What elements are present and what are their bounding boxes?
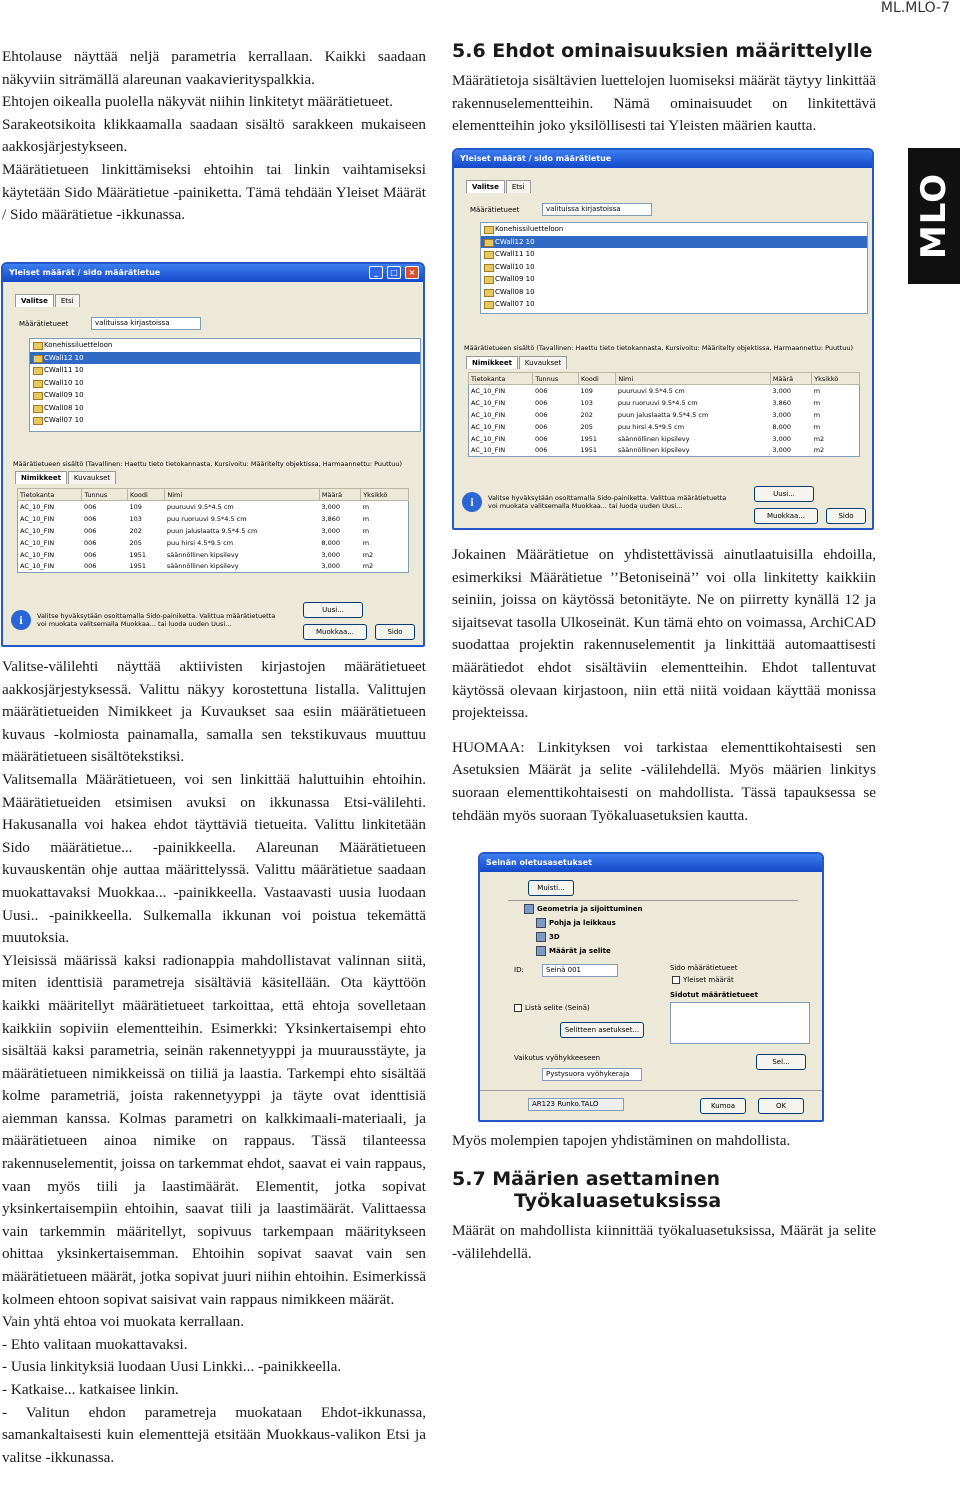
- table-cell: 3,860: [321, 514, 341, 523]
- table-cell: AC_10_FIN: [471, 446, 506, 455]
- library-dropdown[interactable]: valituissa kirjastoissa: [542, 203, 652, 216]
- section-tab: MLO: [908, 148, 960, 284]
- panel-floorplan[interactable]: Pohja ja leikkaus: [549, 919, 616, 927]
- table-cell: 205: [580, 422, 593, 431]
- table-cell: 1951: [129, 562, 147, 571]
- list-item: CWall11 10: [30, 364, 420, 377]
- library-dropdown[interactable]: valituissa kirjastoissa: [91, 317, 201, 330]
- left-top-text: Ehtolause näyttää neljä parametria kerrallaan. Kaikki saadaan näkyviin siträmällä alareunan vaakavierityspalkkia. Ehtojen oikealla puolella näkyvät niihin linkitetyt määrätietueet. Sarakeotsikoita klikkaamalla saadaan sisältö sarakkeen mukaiseen aakkosjärjestykseen. Määrätietueen linkittämiseksi ehtoihin tai linkin vaihtamiseksi käytetään Sido Määrätietue -painiketta. Tämä tehdään Yleiset Määrät / Sido määrätietue -ikkunassa.: [2, 48, 426, 224]
- table-cell: AC_10_FIN: [471, 422, 506, 431]
- table-row[interactable]: [469, 445, 860, 457]
- section-5-6-text: Määrätietoja sisältävien luettelojen luomiseksi määrät täytyy linkittää rakennuselementteihin. Nämä ominaisuudet on linkitettävä elementteihin joko yksilöllisesti tai Yleisten määrien kautta.: [452, 72, 876, 135]
- dialog-sido-maaratietue: [1, 262, 425, 647]
- column-header[interactable]: Määrä: [319, 489, 360, 501]
- table-cell: m: [813, 410, 821, 419]
- new-button[interactable]: Uusi...: [754, 486, 814, 502]
- edit-button[interactable]: Muokkaa...: [754, 508, 818, 524]
- table-cell: 3,000: [321, 550, 341, 559]
- label-tietueet: Määrätietueet: [470, 206, 520, 214]
- table-cell: 1951: [129, 550, 147, 559]
- table-cell: 3,000: [772, 434, 792, 443]
- section-5-7-title: 5.7 Määrien asettaminen Työkaluasetuksissa: [452, 1168, 722, 1212]
- column-header[interactable]: Tietokanta: [18, 489, 82, 501]
- table-cell: 006: [83, 514, 97, 523]
- column-header[interactable]: Määrä: [770, 373, 811, 385]
- tab-etsi[interactable]: Etsi: [55, 294, 80, 307]
- label-link-records: Sido määrätietueet: [670, 964, 738, 972]
- list-item: CWall07 10: [30, 414, 420, 427]
- table-cell: puun jaluslaatta 9.5*4.5 cm: [166, 526, 258, 535]
- table-cell: AC_10_FIN: [471, 434, 506, 443]
- table-cell: 8,000: [321, 538, 341, 547]
- link-button[interactable]: Sido: [375, 624, 415, 640]
- items-table: [17, 488, 409, 573]
- table-row[interactable]: [469, 385, 860, 397]
- description-label: Määrätietueen sisältö (Tavallinen: Haettu tieto tietokannasta, Kursivoitu: Määritelty objektissa, Harmaannettu: Puuttuu): [464, 344, 854, 352]
- table-cell: m2: [813, 434, 825, 443]
- column-header[interactable]: Tietokanta: [469, 373, 533, 385]
- tab-nimikkeet[interactable]: Nimikkeet: [466, 356, 518, 369]
- zone-dropdown[interactable]: Pystysuora vyöhykeraja: [542, 1068, 642, 1081]
- id-field[interactable]: Seinä 001: [542, 964, 618, 977]
- label-settings-button[interactable]: Selitteen asetukset...: [560, 1022, 644, 1038]
- table-cell: 006: [83, 502, 97, 511]
- panel-geometry[interactable]: Geometria ja sijoittuminen: [537, 905, 643, 913]
- dialog-titlebar: Yleiset määrät / sido määrätietue: [454, 150, 872, 168]
- column-header[interactable]: Nimi: [616, 373, 771, 385]
- dialog-titlebar: Seinän oletusasetukset: [480, 854, 822, 872]
- table-cell: 006: [534, 434, 548, 443]
- checkbox-label[interactable]: Listä selite (Seinä): [525, 1004, 590, 1012]
- table-cell: 3,000: [772, 410, 792, 419]
- table-cell: 8,000: [772, 422, 792, 431]
- column-header[interactable]: Nimi: [165, 489, 320, 501]
- list-item: CWall11 10: [481, 248, 867, 261]
- table-cell: säännöllinen kipsilevy: [617, 434, 690, 443]
- table-cell: puuruuvi 9.5*4.5 cm: [166, 502, 234, 511]
- table-cell: säännöllinen kipsilevy: [617, 446, 690, 455]
- table-cell: 205: [129, 538, 142, 547]
- table-cell: AC_10_FIN: [20, 502, 55, 511]
- table-cell: 103: [129, 514, 142, 523]
- linked-records-list[interactable]: [670, 1002, 810, 1044]
- table-cell: puu ruoruuvi 9.5*4.5 cm: [166, 514, 247, 523]
- table-cell: 006: [534, 386, 548, 395]
- list-item: CWall07 10: [481, 298, 867, 311]
- table-cell: puu ruoruuvi 9.5*4.5 cm: [617, 398, 698, 407]
- tab-valitse[interactable]: Valitse: [466, 180, 505, 193]
- list-item: CWall12 10: [481, 236, 867, 249]
- cancel-button[interactable]: Kumoa: [700, 1098, 746, 1114]
- list-item: CWall10 10: [481, 261, 867, 274]
- table-cell: puu hirsi 4.5*9.5 cm: [166, 538, 234, 547]
- checkbox-general[interactable]: Yleiset määrät: [683, 976, 734, 984]
- table-cell: m: [362, 538, 370, 547]
- table-cell: AC_10_FIN: [20, 550, 55, 559]
- table-row[interactable]: [18, 561, 409, 573]
- new-button[interactable]: Uusi...: [303, 602, 363, 618]
- sel-button[interactable]: Sel...: [756, 1054, 806, 1070]
- tab-kuvaukset[interactable]: Kuvaukset: [68, 471, 116, 484]
- tab-etsi[interactable]: Etsi: [506, 180, 531, 193]
- info-icon: i: [462, 492, 482, 512]
- table-cell: m: [362, 502, 370, 511]
- table-cell: 006: [83, 550, 97, 559]
- layer-dropdown[interactable]: AR123 Runko.TALO: [528, 1098, 624, 1111]
- table-cell: 006: [83, 562, 97, 571]
- list-item: CWall08 10: [481, 286, 867, 299]
- caption-combine: Myös molempien tapojen yhdistäminen on mahdollista.: [452, 1132, 791, 1149]
- list-item: CWall08 10: [30, 402, 420, 415]
- label-tietueet: Määrätietueet: [19, 320, 69, 328]
- table-row[interactable]: [469, 409, 860, 421]
- link-button[interactable]: Sido: [826, 508, 866, 524]
- column-header[interactable]: Yksikkö: [812, 373, 860, 385]
- record-list[interactable]: [480, 222, 868, 314]
- list-item: CWall12 10: [30, 352, 420, 365]
- column-header[interactable]: Koodi: [128, 489, 165, 501]
- table-cell: m: [362, 514, 370, 523]
- label-zone: Vaikutus vyöhykkeeseen: [514, 1054, 601, 1062]
- table-row[interactable]: [18, 549, 409, 561]
- list-item: CWall09 10: [481, 273, 867, 286]
- table-cell: m2: [813, 446, 825, 455]
- table-row[interactable]: [469, 433, 860, 445]
- column-header[interactable]: Tunnus: [82, 489, 128, 501]
- list-item: CWall10 10: [30, 377, 420, 390]
- table-cell: m: [813, 422, 821, 431]
- ok-button[interactable]: OK: [758, 1098, 804, 1114]
- table-row[interactable]: [18, 525, 409, 537]
- table-cell: 3,000: [321, 562, 341, 571]
- table-cell: 1951: [580, 446, 598, 455]
- info-icon: i: [11, 610, 31, 630]
- table-cell: 109: [129, 502, 142, 511]
- record-list[interactable]: [29, 338, 421, 432]
- tab-nimikkeet[interactable]: Nimikkeet: [15, 471, 67, 484]
- table-cell: 202: [129, 526, 142, 535]
- section-5-7-text: Määrät on mahdollista kiinnittää työkaluasetuksissa, Määrät ja selite -välilehdellä.: [452, 1222, 876, 1262]
- table-cell: AC_10_FIN: [471, 410, 506, 419]
- table-cell: 3,000: [321, 502, 341, 511]
- favorites-button[interactable]: Muisti...: [528, 880, 574, 896]
- table-cell: 006: [534, 422, 548, 431]
- dialog-sido-maaratietue-right: [452, 148, 874, 530]
- table-cell: AC_10_FIN: [471, 386, 506, 395]
- table-row[interactable]: [18, 537, 409, 549]
- table-cell: m: [813, 386, 821, 395]
- panel-quantities[interactable]: Määrät ja selite: [549, 947, 611, 955]
- list-item: Konehissiluetteloon: [30, 339, 420, 352]
- table-cell: m: [813, 398, 821, 407]
- table-cell: puuruuvi 9.5*4.5 cm: [617, 386, 685, 395]
- list-item: CWall09 10: [30, 389, 420, 402]
- table-cell: AC_10_FIN: [20, 526, 55, 535]
- column-header[interactable]: Tunnus: [533, 373, 579, 385]
- description-label: Määrätietueen sisältö (Tavallinen: Haettu tieto tietokannasta, Kursivoitu: Määritelty objektissa, Harmaannettu: Puuttuu): [13, 460, 403, 468]
- table-cell: AC_10_FIN: [471, 398, 506, 407]
- table-cell: 006: [534, 410, 548, 419]
- table-cell: 3,000: [772, 386, 792, 395]
- items-table: [468, 372, 860, 457]
- table-row[interactable]: [469, 397, 860, 409]
- table-cell: puun jaluslaatta 9.5*4.5 cm: [617, 410, 709, 419]
- table-cell: m: [362, 526, 370, 535]
- column-header[interactable]: Yksikkö: [361, 489, 409, 501]
- tab-kuvaukset[interactable]: Kuvaukset: [519, 356, 567, 369]
- edit-button[interactable]: Muokkaa...: [303, 624, 367, 640]
- info-text: Valitse hyväksytään osoittamalla Sido-painiketta. Valittua määrätietuetta voi muokata valitsemalla Muokkaa... tai luoda uuden Uusi...: [37, 612, 276, 628]
- table-cell: säännöllinen kipsilevy: [166, 562, 239, 571]
- label-linked: Sidotut määrätietueet: [670, 991, 758, 999]
- panel-3d[interactable]: 3D: [549, 933, 560, 941]
- table-cell: AC_10_FIN: [20, 538, 55, 547]
- page-header: ML.MLO-7: [880, 0, 950, 16]
- table-cell: 006: [83, 526, 97, 535]
- table-cell: puu hirsi 4.5*9.5 cm: [617, 422, 685, 431]
- dialog-titlebar: Yleiset määrät / sido määrätietue _ □ ×: [3, 264, 423, 282]
- table-row[interactable]: [18, 501, 409, 513]
- table-cell: AC_10_FIN: [20, 562, 55, 571]
- table-cell: 109: [580, 386, 593, 395]
- table-cell: 3,860: [772, 398, 792, 407]
- info-text: Valitse hyväksytään osoittamalla Sido-painiketta. Valittua määrätietuetta voi muokata valitsemalla Muokkaa... tai luoda uuden Uusi...: [488, 494, 727, 510]
- list-item: Konehissiluetteloon: [481, 223, 867, 236]
- dialog-wall-settings: [478, 852, 824, 1122]
- table-row[interactable]: [469, 421, 860, 433]
- table-cell: 3,000: [321, 526, 341, 535]
- column-header[interactable]: Koodi: [579, 373, 616, 385]
- table-cell: m2: [362, 550, 374, 559]
- table-cell: 202: [580, 410, 593, 419]
- table-row[interactable]: [18, 513, 409, 525]
- table-cell: 3,000: [772, 446, 792, 455]
- table-cell: 006: [83, 538, 97, 547]
- table-cell: 006: [534, 398, 548, 407]
- table-cell: 006: [534, 446, 548, 455]
- label-id: ID:: [514, 966, 524, 974]
- table-cell: AC_10_FIN: [20, 514, 55, 523]
- table-cell: säännöllinen kipsilevy: [166, 550, 239, 559]
- left-bottom-text: Valitse-välilehti näyttää aktiivisten kirjastojen määrätietueet aakkosjärjestyksessä. Valittu näkyy korostettuna listalla. Valittujen määrätietueiden Nimikkeet ja Kuvaukset saa esiin määrätietueen kuvaus -kolmiosta painamalla, samalla sen tekstikuvaus muuttuu määrätietueen sisältötekstiksi. Valitsemalla Määrätietueen, voi sen linkittää haluttuihin ehtoihin. Määrätietueiden etsimisen avuksi on ikkunassa Etsi-välilehti. Hakusanalla voi hakea ehdot täyttäviä tietueita. Valittu linkitetään Sido määrätietue... -painikkeella. Alareunan Määrätietueen kuvauskentän ohje auttaa määrittelyssä. Valittu määrätietue saadaan muokattavaksi Muokkaa... -painikkeella. Vastaavasti uusia luodaan Uusi.. -painikkeella. Sulkemalla ikkunan voi poistua tekemättä muutoksia. Yleisissä määrissä kaksi radionappia mahdollistavat valinnan siitä, miten identtisiä parametreja sisältäviä käsitellään. Ota käyttöön kaikki määritellyt määrätietueet tarkoittaa, että ehtoja sovelletaan kaikkiin sopiviin elementteihin. Esimerkki: Yksinkertaisempi ehto sisältää kaksi parametria, seinän rakennetyyppi ja muurausstäyte, ja määrätietueen nimikkeissä on tiiliä ja laastia. Tarkempi ehto sisältää kolme parametriä, joista rakennetyyppi ja täyte ovat identtisiä aiemman kanssa. Kolmas parametri on kalkkimaali-materiaali, ja määrätietueen ainoa nimike on rappaus. Tässä tilanteessa rakennuselementit, joissa on tarkemmat ehdot, saavat ei vain rappaus, vaan myös tiili ja laastimäärät. Elementit, jotka sopivat yksinkertaisempiin ehtoihin, saavat tiili ja laastimäärät. Valittaessa vain tarkemmin määritellyt, sopivuus tarkempaan määritykseen ohittaa yksinkertaisemman. Ehtoihin sopivat saavat vain sen määrätietueen määrät, jotka sopivat juuri niihin ehtoihin. Esimerkissä kolmeen ehtoon sopivat saisivat vain rappaus nimikkeen määrät. Vain yhtä ehtoa voi muokata kerrallaan. - Ehto valitaan muokattavaksi. - Uusia linkityksiä luodaan Uusi Linkki... -painikkeella. - Katkaise... katkaisee linkin. - Valitun ehdon parametreja muokataan Ehdot-ikkunassa, samankaltaisesti kuin elementtejä etsitään Muokkaus-valikon Etsi ja valitse -ikkunassa.: [2, 658, 426, 1466]
- table-cell: 103: [580, 398, 593, 407]
- table-cell: m2: [362, 562, 374, 571]
- section-5-6-title: 5.6 Ehdot ominaisuuksien määrittelylle: [452, 40, 873, 62]
- right-mid-text: Jokainen Määrätietue on yhdistettävissä ainutlaatuisilla ehdoilla, esimerkiksi Määrätietue ’’Betoniseinä’’ voi olla linkitetty kaikkiin seiniin, joissa on käytössä betonitäyte. Ne on piirretty kynällä 12 ja sijaitsevat tasolla Ulkoseinät. Kun tämä ehto on voimassa, ArchiCAD suodattaa projektin rakennuselementit ja linkittää automaattisesti määrätiedot ehdot sisältäviin elementteihin. Ehdot tallentuvat käytössä olevaan kirjastoon, niin että niitä voidaan käyttää monissa projekteissa. HUOMAA: Linkityksen voi tarkistaa elementtikohtaisesti sen Asetuksien Määrät ja selite -välilehdellä. Myös määrien linkitys suoraan elementtikohtaisesti on mahdollista. Tässä tapauksessa se tehdään myös suoraan Työkaluasetuksien kautta.: [452, 546, 876, 824]
- table-cell: 1951: [580, 434, 598, 443]
- tab-valitse[interactable]: Valitse: [15, 294, 54, 307]
